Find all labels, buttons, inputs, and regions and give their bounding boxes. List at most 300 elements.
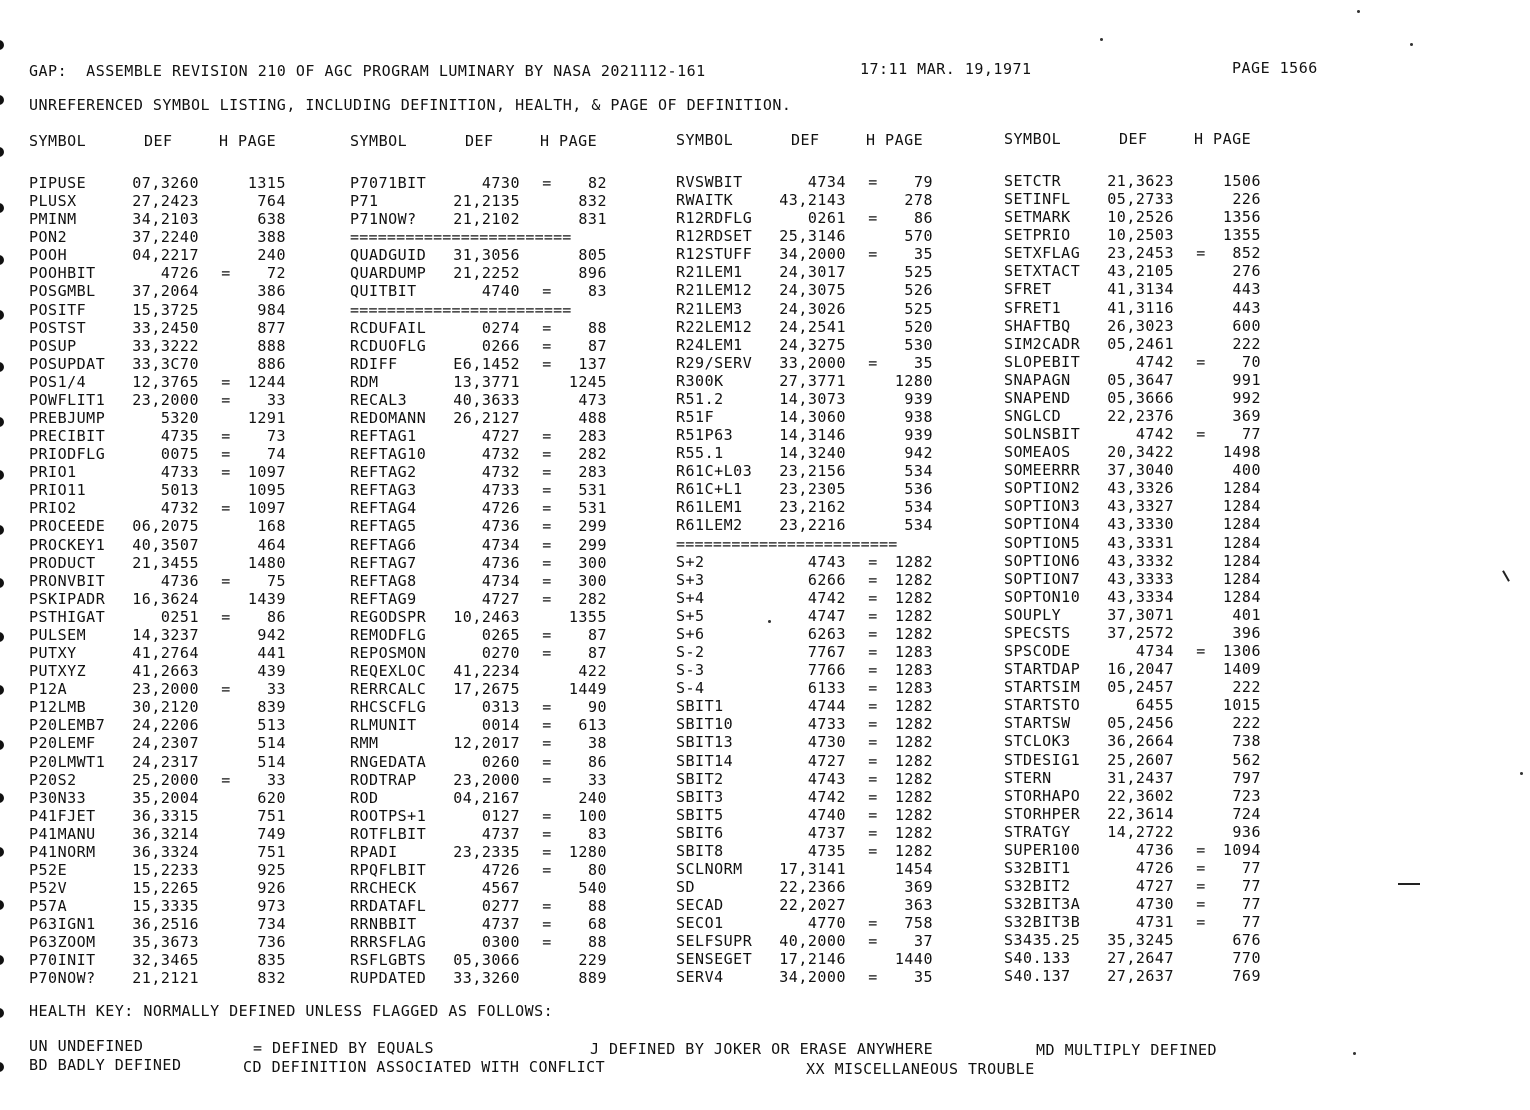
table-row bbox=[29, 915, 329, 933]
health-key-joker: J DEFINED BY JOKER OR ERASE ANYWHERE bbox=[590, 1040, 934, 1058]
symbol-definition: 4747 bbox=[807, 606, 846, 625]
symbol-health: = bbox=[221, 680, 231, 699]
table-row bbox=[676, 300, 976, 318]
symbol-definition: 21,3455 bbox=[132, 553, 199, 572]
punch-hole bbox=[0, 95, 4, 105]
symbol-name: PSKIPADR bbox=[29, 589, 106, 608]
punch-hole bbox=[0, 955, 4, 965]
separator-line: ======================== bbox=[350, 228, 572, 247]
symbol-definition: 16,2047 bbox=[1107, 660, 1174, 679]
symbol-health: = bbox=[1196, 244, 1206, 263]
symbol-definition: 23,2156 bbox=[779, 462, 846, 481]
table-row bbox=[1004, 389, 1304, 407]
symbol-page: 751 bbox=[257, 806, 286, 825]
symbol-name: STCLOK3 bbox=[1004, 732, 1071, 751]
symbol-name: R55.1 bbox=[676, 444, 724, 463]
symbol-page: 77 bbox=[1241, 425, 1261, 444]
symbol-name: SOPTION2 bbox=[1004, 479, 1081, 498]
symbol-definition: 4733 bbox=[160, 463, 199, 482]
symbol-name: SPSCODE bbox=[1004, 642, 1071, 661]
table-row bbox=[29, 337, 329, 355]
table-row bbox=[350, 192, 650, 210]
symbol-definition: 6455 bbox=[1135, 696, 1174, 715]
symbol-name: S32BIT3A bbox=[1004, 895, 1081, 914]
symbol-definition: 37,3040 bbox=[1107, 461, 1174, 480]
table-row bbox=[350, 861, 650, 879]
symbol-name: P57A bbox=[29, 897, 68, 916]
table-row bbox=[676, 661, 976, 679]
table-row bbox=[350, 807, 650, 825]
symbol-name: POSITF bbox=[29, 300, 87, 319]
table-row bbox=[350, 843, 650, 861]
symbol-name: ROD bbox=[350, 788, 379, 807]
print-speck bbox=[1520, 772, 1523, 775]
table-row bbox=[1004, 696, 1304, 714]
table-row bbox=[29, 463, 329, 481]
symbol-page: 1284 bbox=[1222, 515, 1261, 534]
symbol-name: PULSEM bbox=[29, 625, 87, 644]
symbol-name: S40.137 bbox=[1004, 967, 1071, 986]
table-row bbox=[676, 968, 976, 986]
symbol-definition: 4730 bbox=[481, 174, 520, 192]
symbol-definition: 21,2252 bbox=[453, 264, 520, 283]
separator-line: ======================== bbox=[676, 534, 898, 553]
symbol-name: S+4 bbox=[676, 588, 705, 607]
symbol-definition: 4734 bbox=[481, 535, 520, 554]
symbol-definition: 4730 bbox=[807, 733, 846, 752]
symbol-page: 400 bbox=[1232, 461, 1261, 480]
symbol-name: PRECIBIT bbox=[29, 427, 106, 446]
symbol-definition: 14,3146 bbox=[779, 426, 846, 445]
symbol-page: 299 bbox=[578, 535, 607, 554]
symbol-page: 1282 bbox=[894, 805, 933, 824]
symbol-definition: 35,2004 bbox=[132, 788, 199, 807]
symbol-page: 77 bbox=[1241, 858, 1261, 877]
symbol-definition: 4727 bbox=[481, 427, 520, 446]
symbol-name: REMODFLG bbox=[350, 625, 427, 644]
symbol-name: SETXTACT bbox=[1004, 262, 1081, 281]
symbol-definition: 23,2000 bbox=[132, 390, 199, 409]
symbol-name: REDOMANN bbox=[350, 409, 427, 428]
symbol-page: 278 bbox=[904, 191, 933, 210]
table-row bbox=[676, 408, 976, 426]
table-row bbox=[350, 554, 650, 572]
symbol-page: 600 bbox=[1232, 316, 1261, 335]
symbol-name: R12STUFF bbox=[676, 245, 753, 264]
symbol-definition: 43,2143 bbox=[779, 191, 846, 210]
symbol-name: RNGEDATA bbox=[350, 752, 427, 771]
symbol-name: R51P63 bbox=[676, 426, 734, 445]
symbol-page: 751 bbox=[257, 842, 286, 861]
symbol-name: PON2 bbox=[29, 228, 68, 247]
symbol-name: REGODSPR bbox=[350, 607, 427, 626]
symbol-health: = bbox=[221, 607, 231, 626]
symbol-name: STRATGY bbox=[1004, 822, 1071, 841]
symbol-definition: 0266 bbox=[481, 336, 520, 355]
table-row bbox=[350, 337, 650, 355]
symbol-name: S32BIT2 bbox=[1004, 877, 1071, 896]
symbol-page: 87 bbox=[587, 644, 607, 663]
table-row bbox=[29, 789, 329, 807]
symbol-name: SFRET bbox=[1004, 280, 1052, 299]
symbol-name: RVSWBIT bbox=[676, 173, 743, 191]
symbol-definition: 0075 bbox=[160, 445, 199, 464]
symbol-definition: 33,2000 bbox=[779, 353, 846, 372]
symbol-name: POSUP bbox=[29, 336, 77, 355]
symbol-name: SOUPLY bbox=[1004, 605, 1062, 624]
symbol-definition: 24,2206 bbox=[132, 716, 199, 735]
punch-hole bbox=[0, 685, 4, 695]
symbol-definition: 24,2307 bbox=[132, 734, 199, 753]
table-row bbox=[350, 933, 650, 951]
symbol-page: 1282 bbox=[894, 733, 933, 752]
table-row bbox=[676, 480, 976, 498]
symbol-page: 1097 bbox=[247, 463, 286, 482]
table-row bbox=[350, 698, 650, 716]
table-row bbox=[29, 608, 329, 626]
symbol-name: POSTST bbox=[29, 318, 87, 337]
table-row bbox=[1004, 624, 1304, 642]
symbol-page: 620 bbox=[257, 788, 286, 807]
table-row bbox=[29, 644, 329, 662]
table-row bbox=[29, 391, 329, 409]
symbol-page: 35 bbox=[913, 968, 933, 987]
symbol-definition: 25,2000 bbox=[132, 770, 199, 789]
symbol-definition: 14,3240 bbox=[779, 444, 846, 463]
symbol-name: R29/SERV bbox=[676, 353, 753, 372]
table-row bbox=[676, 516, 976, 534]
symbol-page: 513 bbox=[257, 716, 286, 735]
symbol-page: 72 bbox=[266, 264, 286, 283]
symbol-name: REFTAG2 bbox=[350, 463, 417, 482]
symbol-page: 1282 bbox=[894, 823, 933, 842]
symbol-definition: 24,3075 bbox=[779, 281, 846, 300]
symbol-definition: 4731 bbox=[1135, 913, 1174, 932]
symbol-health: = bbox=[868, 173, 878, 191]
symbol-page: 283 bbox=[578, 463, 607, 482]
table-row bbox=[1004, 172, 1304, 190]
symbol-definition: 5320 bbox=[160, 409, 199, 428]
symbol-definition: 4734 bbox=[807, 173, 846, 191]
symbol-page: 83 bbox=[587, 282, 607, 301]
table-row bbox=[1004, 931, 1304, 949]
symbol-page: 973 bbox=[257, 897, 286, 916]
table-row bbox=[1004, 262, 1304, 280]
punch-hole bbox=[0, 40, 4, 50]
symbol-definition: 40,3633 bbox=[453, 390, 520, 409]
symbol-page: 939 bbox=[904, 389, 933, 408]
symbol-definition: 41,2764 bbox=[132, 644, 199, 663]
symbol-definition: 5013 bbox=[160, 481, 199, 500]
symbol-definition: 4737 bbox=[807, 823, 846, 842]
table-row bbox=[1004, 534, 1304, 552]
symbol-name: P7071BIT bbox=[350, 174, 427, 192]
symbol-page: 770 bbox=[1232, 949, 1261, 968]
symbol-definition: 4567 bbox=[481, 879, 520, 898]
symbol-name: S32BIT1 bbox=[1004, 858, 1071, 877]
symbol-health: = bbox=[542, 553, 552, 572]
table-row bbox=[29, 355, 329, 373]
symbol-name: REFTAG9 bbox=[350, 589, 417, 608]
symbol-name: PUTXY bbox=[29, 644, 77, 663]
symbol-page: 300 bbox=[578, 571, 607, 590]
table-row bbox=[676, 752, 976, 770]
symbol-definition: 4737 bbox=[481, 824, 520, 843]
symbol-name: R51.2 bbox=[676, 389, 724, 408]
symbol-name: PROCKEY1 bbox=[29, 535, 106, 554]
symbol-health: = bbox=[542, 897, 552, 916]
symbol-health: = bbox=[542, 571, 552, 590]
symbol-definition: 4734 bbox=[1135, 642, 1174, 661]
symbol-page: 531 bbox=[578, 481, 607, 500]
symbol-name: REFTAG3 bbox=[350, 481, 417, 500]
table-row bbox=[1004, 714, 1304, 732]
symbol-page: 723 bbox=[1232, 786, 1261, 805]
symbol-definition: 37,2240 bbox=[132, 228, 199, 247]
symbol-page: 749 bbox=[257, 824, 286, 843]
symbol-page: 536 bbox=[904, 480, 933, 499]
table-row bbox=[29, 554, 329, 572]
symbol-name: POWFLIT1 bbox=[29, 390, 106, 409]
symbol-page: 1284 bbox=[1222, 569, 1261, 588]
symbol-name: SOMEERRR bbox=[1004, 461, 1081, 480]
table-row bbox=[350, 409, 650, 427]
symbol-page: 984 bbox=[257, 300, 286, 319]
symbol-health: = bbox=[542, 517, 552, 536]
symbol-page: 488 bbox=[578, 409, 607, 428]
symbol-health: = bbox=[1196, 877, 1206, 896]
symbol-health: = bbox=[542, 698, 552, 717]
symbol-page: 877 bbox=[257, 318, 286, 337]
table-row bbox=[350, 590, 650, 608]
symbol-health: = bbox=[868, 209, 878, 228]
symbol-page: 86 bbox=[587, 752, 607, 771]
symbol-definition: 24,3026 bbox=[779, 299, 846, 318]
symbol-name: P63IGN1 bbox=[29, 915, 96, 934]
table-row bbox=[676, 770, 976, 788]
symbol-health: = bbox=[542, 842, 552, 861]
symbol-page: 68 bbox=[587, 915, 607, 934]
symbol-name: POOHBIT bbox=[29, 264, 96, 283]
table-row bbox=[350, 572, 650, 590]
symbol-health: = bbox=[542, 589, 552, 608]
symbol-name: POSGMBL bbox=[29, 282, 96, 301]
symbol-definition: 4727 bbox=[481, 589, 520, 608]
symbol-page: 839 bbox=[257, 698, 286, 717]
table-row bbox=[29, 879, 329, 897]
punch-hole bbox=[0, 147, 4, 157]
table-row bbox=[29, 246, 329, 264]
symbol-health: = bbox=[542, 318, 552, 337]
symbol-page: 1094 bbox=[1222, 840, 1261, 859]
symbol-definition: 4733 bbox=[807, 715, 846, 734]
symbol-definition: 0251 bbox=[160, 607, 199, 626]
symbol-definition: 23,2000 bbox=[453, 770, 520, 789]
table-row bbox=[29, 427, 329, 445]
symbol-page: 38 bbox=[587, 734, 607, 753]
table-row bbox=[1004, 732, 1304, 750]
symbol-definition: 33,3260 bbox=[453, 969, 520, 988]
print-mark bbox=[1398, 883, 1420, 885]
symbol-name: SBIT2 bbox=[676, 769, 724, 788]
symbol-name: SOPTION3 bbox=[1004, 497, 1081, 516]
symbol-page: 534 bbox=[904, 516, 933, 535]
table-row bbox=[676, 625, 976, 643]
symbol-definition: 4742 bbox=[1135, 352, 1174, 371]
symbol-page: 300 bbox=[578, 553, 607, 572]
symbol-page: 939 bbox=[904, 426, 933, 445]
symbol-page: 369 bbox=[904, 878, 933, 897]
symbol-definition: 35,3245 bbox=[1107, 931, 1174, 950]
symbol-name: SD bbox=[676, 878, 696, 897]
symbol-name: P41FJET bbox=[29, 806, 96, 825]
symbol-name: SECO1 bbox=[676, 914, 724, 933]
column-header-def: DEF bbox=[1119, 130, 1148, 148]
symbol-name: R21LEM1 bbox=[676, 263, 743, 282]
table-row bbox=[676, 589, 976, 607]
symbol-definition: 26,3023 bbox=[1107, 316, 1174, 335]
table-row bbox=[676, 733, 976, 751]
symbol-definition: 4743 bbox=[807, 552, 846, 571]
symbol-name: R61LEM1 bbox=[676, 498, 743, 517]
symbol-definition: 32,3465 bbox=[132, 951, 199, 970]
symbol-definition: 4736 bbox=[1135, 840, 1174, 859]
header-timestamp: 17:11 MAR. 19,1971 bbox=[860, 60, 1032, 78]
symbol-definition: 6263 bbox=[807, 624, 846, 643]
symbol-name: PROCEEDE bbox=[29, 517, 106, 536]
symbol-name: SELFSUPR bbox=[676, 932, 753, 951]
symbol-definition: 37,2572 bbox=[1107, 623, 1174, 642]
symbol-page: 514 bbox=[257, 752, 286, 771]
symbol-page: 769 bbox=[1232, 967, 1261, 986]
symbol-name: POSUPDAT bbox=[29, 354, 106, 373]
symbol-definition: 35,3673 bbox=[132, 933, 199, 952]
symbol-page: 613 bbox=[578, 716, 607, 735]
symbol-name: SPECSTS bbox=[1004, 623, 1071, 642]
table-row bbox=[676, 191, 976, 209]
table-row bbox=[29, 861, 329, 879]
symbol-name: SECAD bbox=[676, 896, 724, 915]
symbol-page: 991 bbox=[1232, 370, 1261, 389]
symbol-definition: 41,2234 bbox=[453, 662, 520, 681]
symbol-page: 299 bbox=[578, 517, 607, 536]
symbol-definition: 43,3327 bbox=[1107, 497, 1174, 516]
symbol-name: POS1/4 bbox=[29, 372, 87, 391]
symbol-definition: 40,2000 bbox=[779, 932, 846, 951]
symbol-health: = bbox=[542, 499, 552, 518]
symbol-page: 77 bbox=[1241, 913, 1261, 932]
symbol-definition: 04,2217 bbox=[132, 246, 199, 265]
table-row bbox=[676, 227, 976, 245]
symbol-definition: 27,2637 bbox=[1107, 967, 1174, 986]
symbol-page: 443 bbox=[1232, 280, 1261, 299]
symbol-definition: 05,2733 bbox=[1107, 190, 1174, 209]
symbol-page: 422 bbox=[578, 662, 607, 681]
symbol-name: SETINFL bbox=[1004, 190, 1071, 209]
table-row bbox=[1004, 208, 1304, 226]
symbol-definition: 0270 bbox=[481, 644, 520, 663]
symbol-page: 70 bbox=[1241, 352, 1261, 371]
table-row bbox=[1004, 479, 1304, 497]
symbol-page: 1284 bbox=[1222, 533, 1261, 552]
table-row bbox=[1004, 317, 1304, 335]
symbol-page: 90 bbox=[587, 698, 607, 717]
symbol-page: 1282 bbox=[894, 697, 933, 716]
symbol-name: RWAITK bbox=[676, 191, 734, 210]
table-row bbox=[1004, 859, 1304, 877]
symbol-health: = bbox=[542, 174, 552, 192]
symbol-page: 1498 bbox=[1222, 443, 1261, 462]
symbol-page: 35 bbox=[913, 353, 933, 372]
table-row bbox=[29, 969, 329, 987]
column-header-def: DEF bbox=[144, 132, 173, 150]
listing-subtitle: UNREFERENCED SYMBOL LISTING, INCLUDING DEFINITION, HEALTH, & PAGE OF DEFINITION. bbox=[29, 96, 792, 114]
symbol-health: = bbox=[542, 806, 552, 825]
table-row bbox=[1004, 226, 1304, 244]
table-row bbox=[676, 354, 976, 372]
symbol-definition: 05,2456 bbox=[1107, 714, 1174, 733]
symbol-name: REFTAG10 bbox=[350, 445, 427, 464]
table-row bbox=[676, 715, 976, 733]
table-row bbox=[350, 427, 650, 445]
symbol-page: 37 bbox=[913, 932, 933, 951]
symbol-definition: 33,2450 bbox=[132, 318, 199, 337]
table-row bbox=[29, 734, 329, 752]
punch-hole bbox=[0, 740, 4, 750]
symbol-page: 386 bbox=[257, 282, 286, 301]
symbol-definition: 4770 bbox=[807, 914, 846, 933]
symbol-page: 83 bbox=[587, 824, 607, 843]
symbol-definition: 0014 bbox=[481, 716, 520, 735]
table-row bbox=[676, 824, 976, 842]
symbol-page: 896 bbox=[578, 264, 607, 283]
punch-hole bbox=[0, 900, 4, 910]
symbol-name: STARTSTO bbox=[1004, 696, 1081, 715]
symbol-name: QUITBIT bbox=[350, 282, 417, 301]
table-row bbox=[676, 281, 976, 299]
symbol-page: 87 bbox=[587, 336, 607, 355]
symbol-definition: 4740 bbox=[481, 282, 520, 301]
table-row bbox=[29, 698, 329, 716]
symbol-name: REFTAG5 bbox=[350, 517, 417, 536]
symbol-definition: 23,2216 bbox=[779, 516, 846, 535]
symbol-definition: 37,3071 bbox=[1107, 605, 1174, 624]
symbol-definition: 4744 bbox=[807, 697, 846, 716]
symbol-definition: 07,3260 bbox=[132, 174, 199, 192]
symbol-name: RRCHECK bbox=[350, 879, 417, 898]
symbol-name: SBIT6 bbox=[676, 823, 724, 842]
table-row bbox=[29, 843, 329, 861]
symbol-name: RODTRAP bbox=[350, 770, 417, 789]
symbol-name: PIPUSE bbox=[29, 174, 87, 192]
symbol-name: REFTAG7 bbox=[350, 553, 417, 572]
symbol-definition: 41,2663 bbox=[132, 662, 199, 681]
symbol-health: = bbox=[221, 499, 231, 518]
table-row bbox=[676, 535, 976, 553]
punch-hole bbox=[0, 417, 4, 427]
symbol-health: = bbox=[542, 824, 552, 843]
table-row bbox=[676, 426, 976, 444]
symbol-definition: 4726 bbox=[160, 264, 199, 283]
symbol-health: = bbox=[868, 787, 878, 806]
symbol-page: 464 bbox=[257, 535, 286, 554]
symbol-health: = bbox=[868, 914, 878, 933]
symbol-page: 1284 bbox=[1222, 497, 1261, 516]
symbol-page: 441 bbox=[257, 644, 286, 663]
table-row bbox=[29, 716, 329, 734]
symbol-page: 1449 bbox=[568, 680, 607, 699]
table-row bbox=[1004, 371, 1304, 389]
